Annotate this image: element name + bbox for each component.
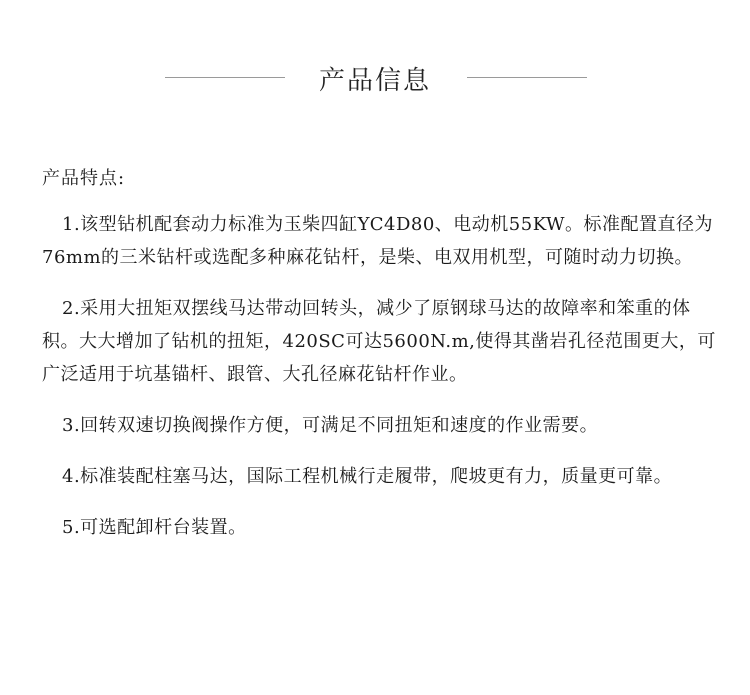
feature-item: 2.采用大扭矩双摆线马达带动回转头，减少了原钢球马达的故障率和笨重的体积。大大增加了钻机的扭矩，420SC可达5600N.m,使得其凿岩孔径范围更大，可广泛适用于坑基锚杆、跟管、大孔径麻花钻杆作业。 — [42, 298, 716, 385]
product-features — [42, 160, 722, 562]
feature-item: 3.回转双速切换阀操作方便，可满足不同扭矩和速度的作业需要。 — [62, 415, 599, 436]
section-header — [0, 52, 750, 104]
section-title: 产品信息 — [318, 66, 431, 96]
header-divider-right — [467, 77, 587, 78]
feature-item: 1.该型钻机配套动力标准为玉柴四缸YC4D80、电动机55KW。标准配置直径为76mm的三米钻杆或选配多种麻花钻杆，是柴、电双用机型，可随时动力切换。 — [42, 214, 714, 268]
feature-item: 4.标准装配柱塞马达，国际工程机械行走履带，爬坡更有力，质量更可靠。 — [62, 466, 673, 487]
feature-item: 5.可选配卸杆台装置。 — [62, 517, 247, 538]
features-heading: 产品特点: — [42, 168, 126, 189]
